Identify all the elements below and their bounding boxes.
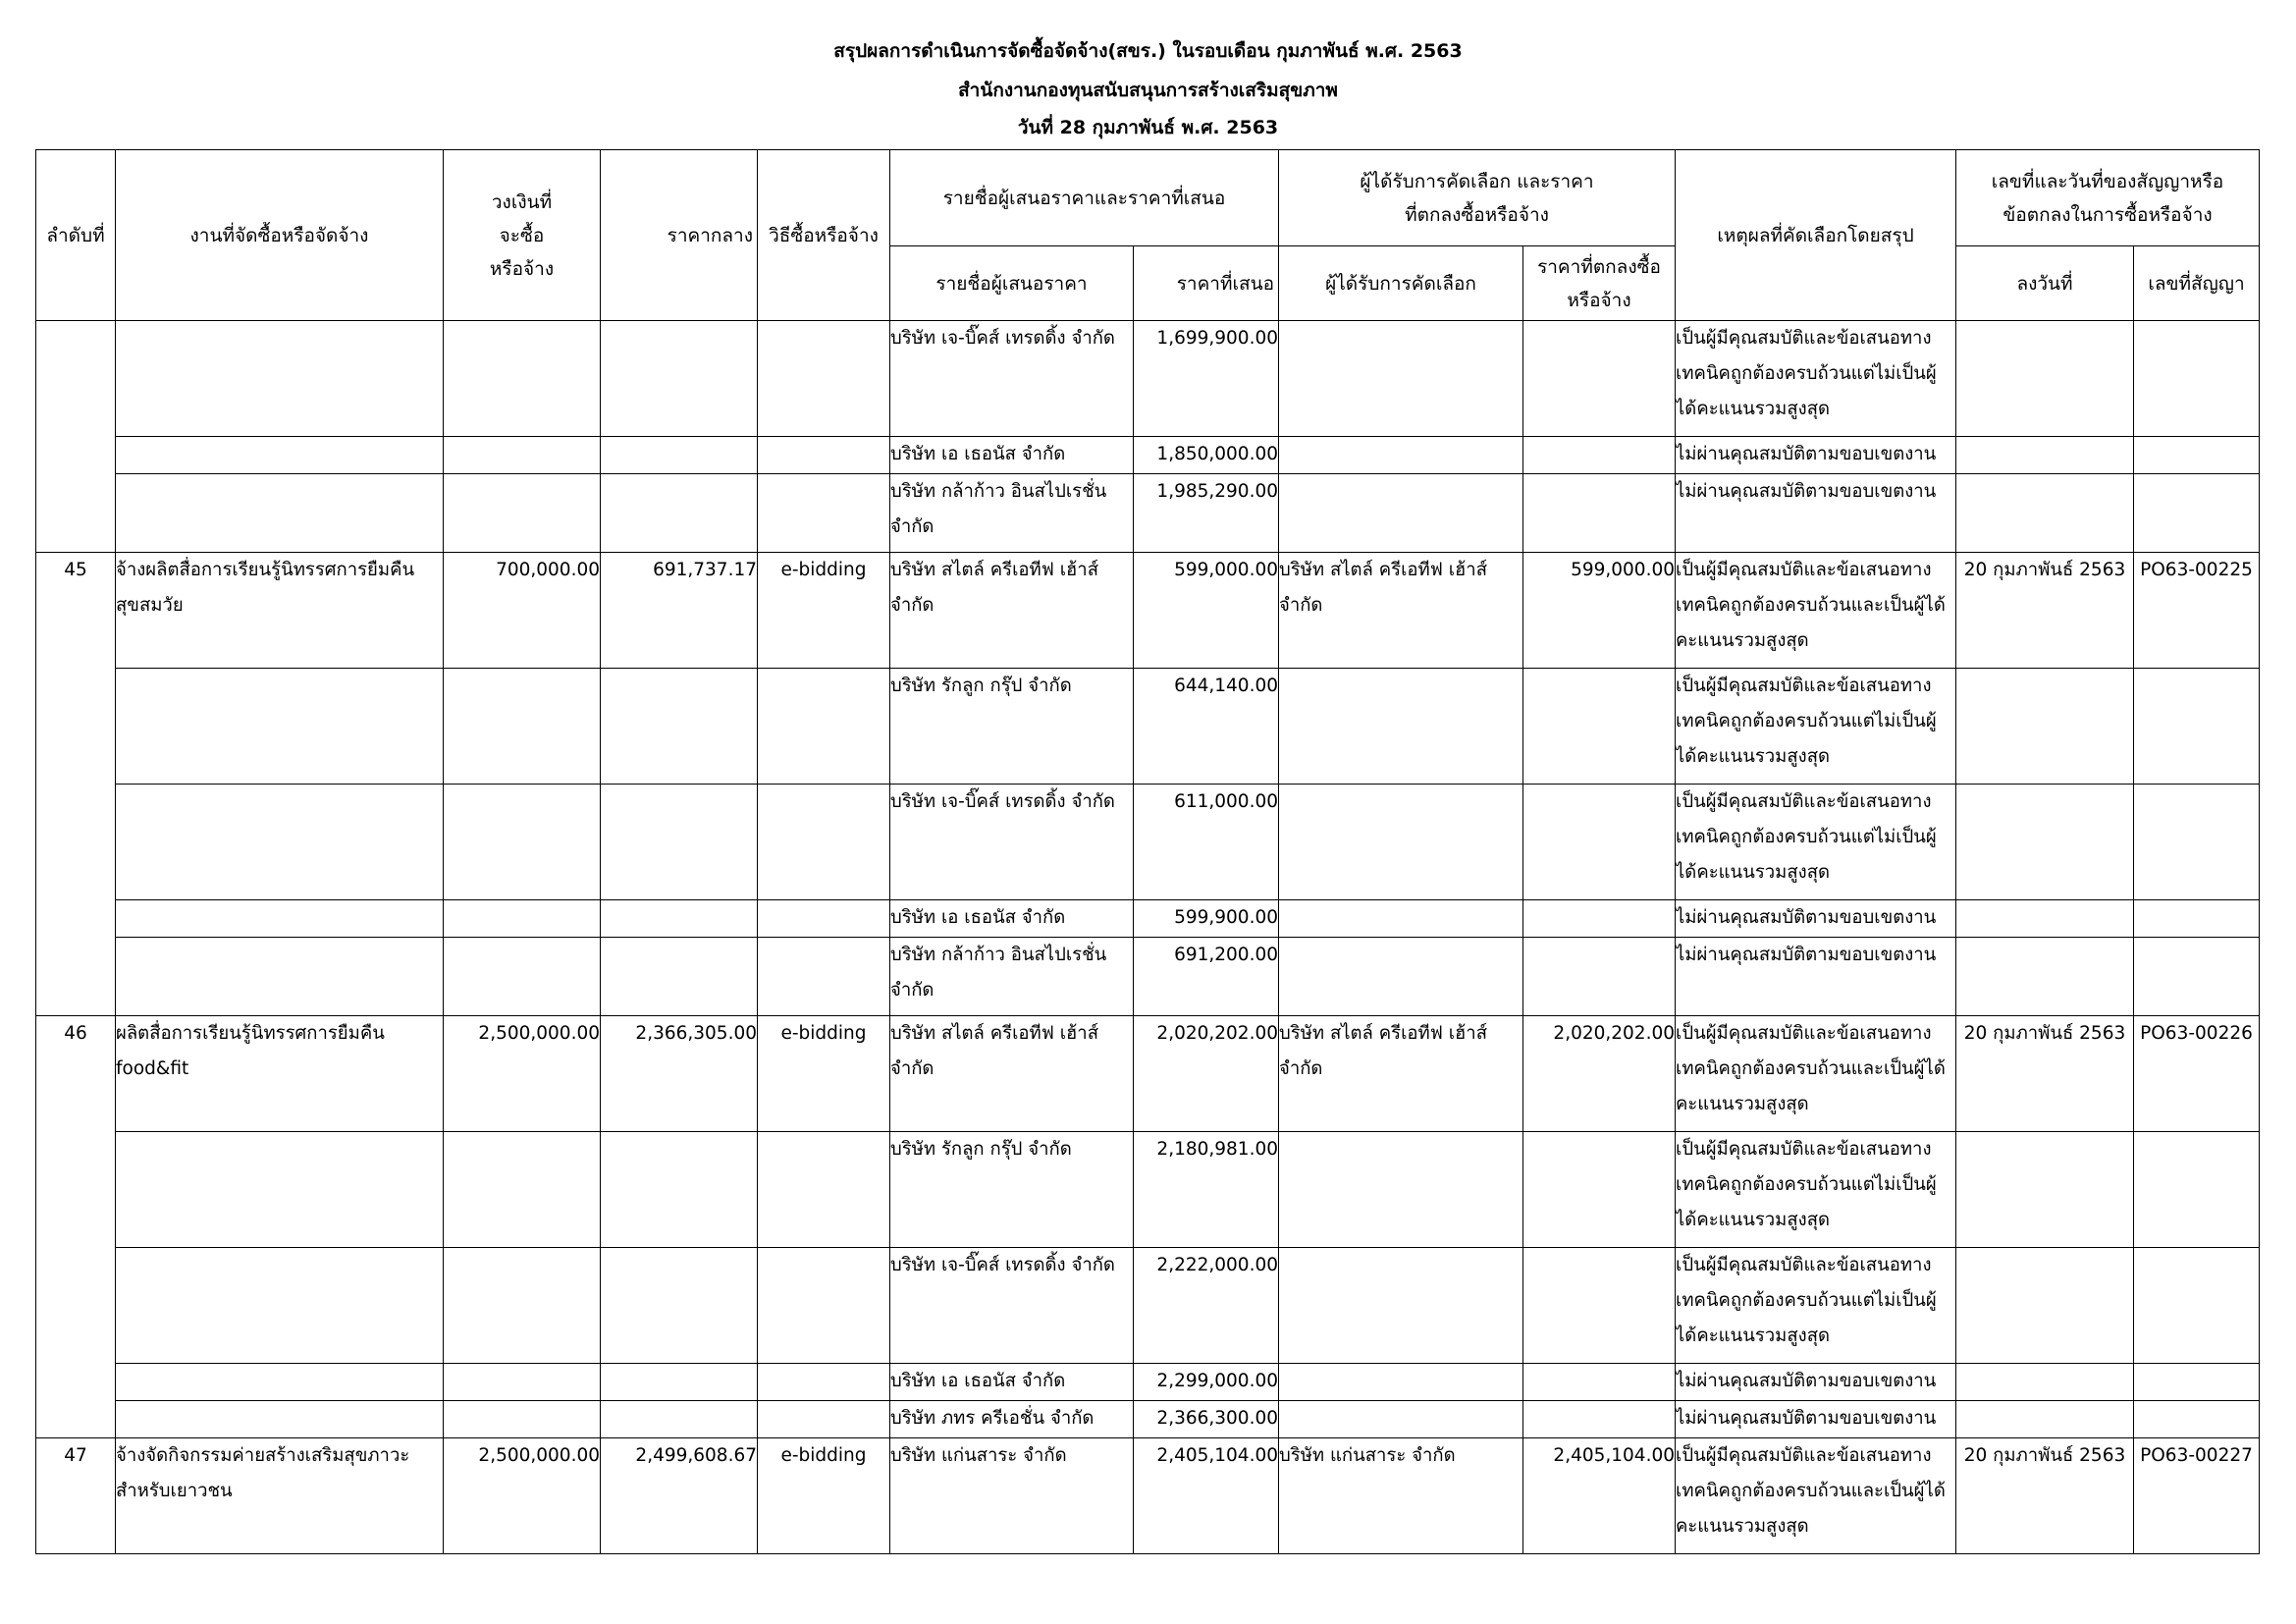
item-method: e-bidding: [758, 553, 890, 669]
bid-price: 2,180,981.00: [1134, 1132, 1279, 1248]
procurement-table: [35, 149, 2260, 1554]
selected-name: บริษัท สไตล์ ครีเอทีฟ เฮ้าส์ จำกัด: [1279, 553, 1523, 669]
contract-date: 20 กุมภาพันธ์ 2563: [1956, 1016, 2134, 1132]
bidder-name: บริษัท แก่นสาระ จำกัด: [890, 1438, 1134, 1554]
bid-price: 644,140.00: [1134, 669, 1279, 785]
bid-price: 2,299,000.00: [1134, 1364, 1279, 1401]
table-row: [36, 1364, 2260, 1401]
table-row: [36, 938, 2260, 1016]
col-median: ราคากลาง: [601, 150, 758, 321]
bidder-name: บริษัท เอ เธอนัส จำกัด: [890, 1364, 1134, 1401]
bidder-name: บริษัท สไตล์ ครีเอทีฟ เฮ้าส์ จำกัด: [890, 1016, 1134, 1132]
table-row: [36, 553, 2260, 669]
table-row: [36, 1132, 2260, 1248]
selection-reason: ไม่ผ่านคุณสมบัติตามขอบเขตงาน: [1676, 1401, 1956, 1438]
bid-price: 1,699,900.00: [1134, 321, 1279, 437]
selection-reason: ไม่ผ่านคุณสมบัติตามขอบเขตงาน: [1676, 437, 1956, 474]
selection-reason: ไม่ผ่านคุณสมบัติตามขอบเขตงาน: [1676, 938, 1956, 1016]
selection-reason: เป็นผู้มีคุณสมบัติและข้อเสนอทางเทคนิคถูกต้องครบถ้วนและเป็นผู้ได้คะแนนรวมสูงสุด: [1676, 1438, 1956, 1554]
col-agreed-price: ราคาที่ตกลงซื้อหรือจ้าง: [1523, 246, 1676, 321]
bid-price: 599,900.00: [1134, 900, 1279, 938]
selection-reason: เป็นผู้มีคุณสมบัติและข้อเสนอทางเทคนิคถูกต้องครบถ้วนแต่ไม่เป็นผู้ได้คะแนนรวมสูงสุด: [1676, 1132, 1956, 1248]
bid-price: 599,000.00: [1134, 553, 1279, 669]
selection-reason: เป็นผู้มีคุณสมบัติและข้อเสนอทางเทคนิคถูกต้องครบถ้วนแต่ไม่เป็นผู้ได้คะแนนรวมสูงสุด: [1676, 321, 1956, 437]
bid-price: 691,200.00: [1134, 938, 1279, 1016]
item-seq: 46: [36, 1016, 116, 1438]
col-bidder-name: รายชื่อผู้เสนอราคา: [890, 246, 1134, 321]
col-selected-group: ผู้ได้รับการคัดเลือก และราคาที่ตกลงซื้อหรือจ้าง: [1279, 150, 1676, 246]
table-row: [36, 1016, 2260, 1132]
col-work: งานที่จัดซื้อหรือจัดจ้าง: [116, 150, 444, 321]
selected-name: บริษัท สไตล์ ครีเอทีฟ เฮ้าส์ จำกัด: [1279, 1016, 1523, 1132]
table-row: [36, 1438, 2260, 1554]
table-row: [36, 1248, 2260, 1364]
agency-name: สำนักงานกองทุนสนับสนุนการสร้างเสริมสุขภาพ: [958, 80, 1338, 101]
col-contract-no: เลขที่สัญญา: [2134, 246, 2260, 321]
col-reason: เหตุผลที่คัดเลือกโดยสรุป: [1676, 150, 1956, 321]
item-median: 2,499,608.67: [601, 1438, 758, 1554]
col-contract-date: ลงวันที่: [1956, 246, 2134, 321]
selection-reason: เป็นผู้มีคุณสมบัติและข้อเสนอทางเทคนิคถูกต้องครบถ้วนและเป็นผู้ได้คะแนนรวมสูงสุด: [1676, 553, 1956, 669]
table-row: [36, 474, 2260, 553]
bidder-name: บริษัท เจ-บิ๊คส์ เทรดดิ้ง จำกัด: [890, 1248, 1134, 1364]
item-median: 2,366,305.00: [601, 1016, 758, 1132]
bidder-name: บริษัท รักลูก กรุ๊ป จำกัด: [890, 669, 1134, 785]
item-budget: 2,500,000.00: [444, 1438, 601, 1554]
item-work: จ้างผลิตสื่อการเรียนรู้นิทรรศการยืมคืนสุขสมวัย: [116, 553, 444, 669]
contract-date: 20 กุมภาพันธ์ 2563: [1956, 553, 2134, 669]
table-row: [36, 900, 2260, 938]
report-date: วันที่ 28 กุมภาพันธ์ พ.ศ. 2563: [1017, 117, 1279, 138]
bid-price: 2,366,300.00: [1134, 1401, 1279, 1438]
col-budget: วงเงินที่จะซื้อหรือจ้าง: [444, 150, 601, 321]
contract-date: 20 กุมภาพันธ์ 2563: [1956, 1438, 2134, 1554]
selection-reason: ไม่ผ่านคุณสมบัติตามขอบเขตงาน: [1676, 900, 1956, 938]
selection-reason: เป็นผู้มีคุณสมบัติและข้อเสนอทางเทคนิคถูกต้องครบถ้วนและเป็นผู้ได้คะแนนรวมสูงสุด: [1676, 1016, 1956, 1132]
table-row: [36, 1401, 2260, 1438]
contract-no: PO63-00226: [2134, 1016, 2260, 1132]
contract-no: PO63-00225: [2134, 553, 2260, 669]
bid-price: 2,405,104.00: [1134, 1438, 1279, 1554]
item-work: ผลิตสื่อการเรียนรู้นิทรรศการยืมคืน food&fit: [116, 1016, 444, 1132]
bid-price: 1,985,290.00: [1134, 474, 1279, 553]
item-work: จ้างจัดกิจกรรมค่ายสร้างเสริมสุขภาวะสำหรับเยาวชน: [116, 1438, 444, 1554]
bidder-name: บริษัท เอ เธอนัส จำกัด: [890, 900, 1134, 938]
item-budget: 2,500,000.00: [444, 1016, 601, 1132]
contract-no: PO63-00227: [2134, 1438, 2260, 1554]
item-budget: 700,000.00: [444, 553, 601, 669]
table-row: [36, 785, 2260, 900]
bidder-name: บริษัท กล้าก้าว อินสไปเรชั่น จำกัด: [890, 938, 1134, 1016]
item-median: 691,737.17: [601, 553, 758, 669]
col-contract-group: เลขที่และวันที่ของสัญญาหรือข้อตกลงในการซื้อหรือจ้าง: [1956, 150, 2260, 246]
col-bid-price: ราคาที่เสนอ: [1134, 246, 1279, 321]
bid-price: 2,222,000.00: [1134, 1248, 1279, 1364]
bidder-name: บริษัท สไตล์ ครีเอทีฟ เฮ้าส์ จำกัด: [890, 553, 1134, 669]
selection-reason: เป็นผู้มีคุณสมบัติและข้อเสนอทางเทคนิคถูกต้องครบถ้วนแต่ไม่เป็นผู้ได้คะแนนรวมสูงสุด: [1676, 1248, 1956, 1364]
agreed-price: 2,405,104.00: [1523, 1438, 1676, 1554]
selection-reason: เป็นผู้มีคุณสมบัติและข้อเสนอทางเทคนิคถูกต้องครบถ้วนแต่ไม่เป็นผู้ได้คะแนนรวมสูงสุด: [1676, 785, 1956, 900]
selection-reason: เป็นผู้มีคุณสมบัติและข้อเสนอทางเทคนิคถูกต้องครบถ้วนแต่ไม่เป็นผู้ได้คะแนนรวมสูงสุด: [1676, 669, 1956, 785]
table-row: [36, 321, 2260, 437]
col-selected-name: ผู้ได้รับการคัดเลือก: [1279, 246, 1523, 321]
item-seq: 47: [36, 1438, 116, 1554]
bidder-name: บริษัท ภทร ครีเอชั่น จำกัด: [890, 1401, 1134, 1438]
col-seq: ลำดับที่: [36, 150, 116, 321]
bid-price: 1,850,000.00: [1134, 437, 1279, 474]
col-method: วิธีซื้อหรือจ้าง: [758, 150, 890, 321]
item-method: e-bidding: [758, 1438, 890, 1554]
bidder-name: บริษัท เอ เธอนัส จำกัด: [890, 437, 1134, 474]
bid-price: 611,000.00: [1134, 785, 1279, 900]
item-seq: 45: [36, 553, 116, 1016]
item-method: e-bidding: [758, 1016, 890, 1132]
selected-name: บริษัท แก่นสาระ จำกัด: [1279, 1438, 1523, 1554]
bid-price: 2,020,202.00: [1134, 1016, 1279, 1132]
selection-reason: ไม่ผ่านคุณสมบัติตามขอบเขตงาน: [1676, 474, 1956, 553]
table-row: [36, 437, 2260, 474]
selection-reason: ไม่ผ่านคุณสมบัติตามขอบเขตงาน: [1676, 1364, 1956, 1401]
report-title: สรุปผลการดำเนินการจัดซื้อจัดจ้าง(สขร.) ในรอบเดือน กุมภาพันธ์ พ.ศ. 2563: [833, 40, 1463, 62]
agreed-price: 599,000.00: [1523, 553, 1676, 669]
bidder-name: บริษัท กล้าก้าว อินสไปเรชั่น จำกัด: [890, 474, 1134, 553]
bidder-name: บริษัท เจ-บิ๊คส์ เทรดดิ้ง จำกัด: [890, 321, 1134, 437]
bidder-name: บริษัท เจ-บิ๊คส์ เทรดดิ้ง จำกัด: [890, 785, 1134, 900]
agreed-price: 2,020,202.00: [1523, 1016, 1676, 1132]
col-bidders-group: รายชื่อผู้เสนอราคาและราคาที่เสนอ: [890, 150, 1279, 246]
table-row: [36, 669, 2260, 785]
bidder-name: บริษัท รักลูก กรุ๊ป จำกัด: [890, 1132, 1134, 1248]
